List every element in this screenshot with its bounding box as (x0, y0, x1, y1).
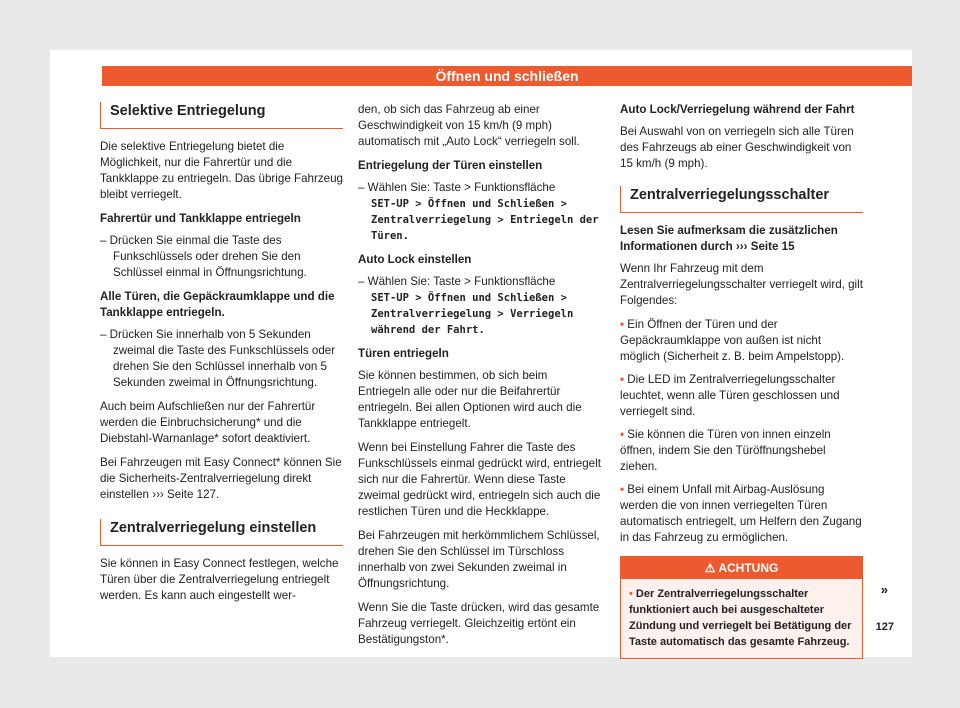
page-header: Öffnen und schließen (102, 66, 912, 86)
bullet-icon: • (629, 588, 636, 600)
instruction: – Wählen Sie: Taste > Funktionsfläche (358, 181, 556, 194)
paragraph: Bei Fahrzeugen mit herkömmlichem Schlüssel, drehen Sie den Schlüssel im Türschloss innerhalb von zwei Sekunden zweimal in Öffnungsrichtung. (358, 529, 600, 590)
list-text: Ein Öffnen der Türen und der Gepäckraumklappe von außen ist nicht möglich (Sicherheit z. B. beim Ampelstopp). (620, 318, 845, 363)
subheading: Alle Türen, die Gepäckraumklappe und die Tankklappe entriegeln. (100, 290, 335, 319)
manual-page (50, 50, 912, 657)
bullet-icon: • (620, 373, 628, 386)
warning-title: ⚠ ACHTUNG (621, 557, 862, 579)
subheading: Auto Lock/Verriegelung während der Fahrt (620, 103, 855, 116)
continue-marker: » (880, 582, 888, 597)
list-item (620, 317, 863, 365)
subheading: Entriegelung der Türen einstellen (358, 159, 543, 172)
section-title: Selektive Entriegelung (100, 102, 343, 129)
instruction: – Drücken Sie innerhalb von 5 Sekunden zweimal die Taste des Funkschlüssels oder drehen Sie den Schlüssel innerhalb von 5 Sekunden zweimal in Öffnungsrichtung. (100, 328, 336, 389)
menu-path: SET-UP > Öffnen und Schließen > Zentralverriegelung > Verriegeln während der Fahrt. (371, 292, 574, 336)
paragraph: Auch beim Aufschließen nur der Fahrertür werden die Einbruchsicherung* und die Diebstahl-Warnanlage* sofort deaktiviert. (100, 400, 316, 445)
subheading: Türen entriegeln (358, 347, 449, 360)
menu-path: SET-UP > Öffnen und Schließen > Zentralverriegelung > Entriegeln der Türen. (371, 198, 599, 242)
paragraph: den, ob sich das Fahrzeug ab einer Geschwindigkeit von 15 km/h (9 mph) automatisch mit „Auto Lock“ verriegeln soll. (358, 103, 580, 148)
paragraph: Sie können bestimmen, ob sich beim Entriegeln alle oder nur die Beifahrertür entriegeln. Bei allen Optionen wird auch die Tankklappe entriegelt. (358, 369, 582, 430)
section-title: Zentralverriegelung einstellen (100, 519, 343, 546)
list-text: Die LED im Zentralverriegelungsschalter leuchtet, wenn alle Türen geschlossen und verriegelt sind. (620, 373, 840, 418)
list-text: Bei einem Unfall mit Airbag-Auslösung werden die von innen verriegelten Türen automatisch entriegelt, um Helfern den Zugang in das Fahrzeug zu ermöglichen. (620, 483, 862, 544)
paragraph: Die selektive Entriegelung bietet die Möglichkeit, nur die Fahrertür und die Tankklappe zu entriegeln. Das übrige Fahrzeug bleibt verriegelt. (100, 140, 343, 201)
subheading: Auto Lock einstellen (358, 253, 472, 266)
warning-text-body: Der Zentralverriegelungsschalter funktioniert auch bei ausgeschalteter Zündung und verriegelt bei Betätigung der Taste automatisch das gesamte Fahrzeug. (629, 588, 852, 648)
column-2 (358, 102, 601, 656)
column-1 (100, 102, 343, 612)
paragraph: Wenn Sie die Taste drücken, wird das gesamte Fahrzeug verriegelt. Gleichzeitig ertönt ein Bestätigungston*. (358, 601, 600, 646)
list-text: Sie können die Türen von innen einzeln öffnen, indem Sie den Türöffnungshebel ziehen. (620, 428, 831, 473)
bullet-icon: • (620, 318, 628, 331)
list-item (620, 482, 863, 546)
list-item (620, 427, 863, 475)
paragraph: Bei Auswahl von on verriegeln sich alle Türen des Fahrzeugs ab einer Geschwindigkeit von 15 km/h (9 mph). (620, 125, 854, 170)
paragraph: Bei Fahrzeugen mit Easy Connect* können Sie die Sicherheits-Zentralverriegelung direkt einstellen ››› Seite 127. (100, 456, 342, 501)
page-number: 127 (875, 621, 894, 633)
warning-box (620, 556, 863, 659)
paragraph: Sie können in Easy Connect festlegen, welche Türen über die Zentralverriegelung entriegelt werden. Es kann auch eingestellt wer- (100, 557, 339, 602)
instruction: – Wählen Sie: Taste > Funktionsfläche (358, 275, 556, 288)
column-3 (620, 102, 863, 659)
list-item (620, 372, 863, 420)
paragraph: Wenn Ihr Fahrzeug mit dem Zentralverriegelungsschalter verriegelt wird, gilt Folgendes: (620, 262, 863, 307)
subheading: Fahrertür und Tankklappe entriegeln (100, 212, 301, 225)
instruction: – Drücken Sie einmal die Taste des Funkschlüssels oder drehen Sie den Schlüssel einmal in Öffnungsrichtung. (100, 234, 307, 279)
bullet-icon: • (620, 483, 628, 496)
bullet-icon: • (620, 428, 628, 441)
warning-text (621, 579, 862, 658)
paragraph: Wenn bei Einstellung Fahrer die Taste des Funkschlüssels einmal gedrückt wird, entriegelt sich nur die Fahrertür. Wenn diese Taste zweimal gedrückt wird, entriegeln sich auch die restlichen Türen und die Heckklappe. (358, 441, 601, 518)
section-title: Zentralverriegelungsschalter (620, 186, 863, 213)
info-reference: Lesen Sie aufmerksam die zusätzlichen Informationen durch ››› Seite 15 (620, 224, 838, 253)
